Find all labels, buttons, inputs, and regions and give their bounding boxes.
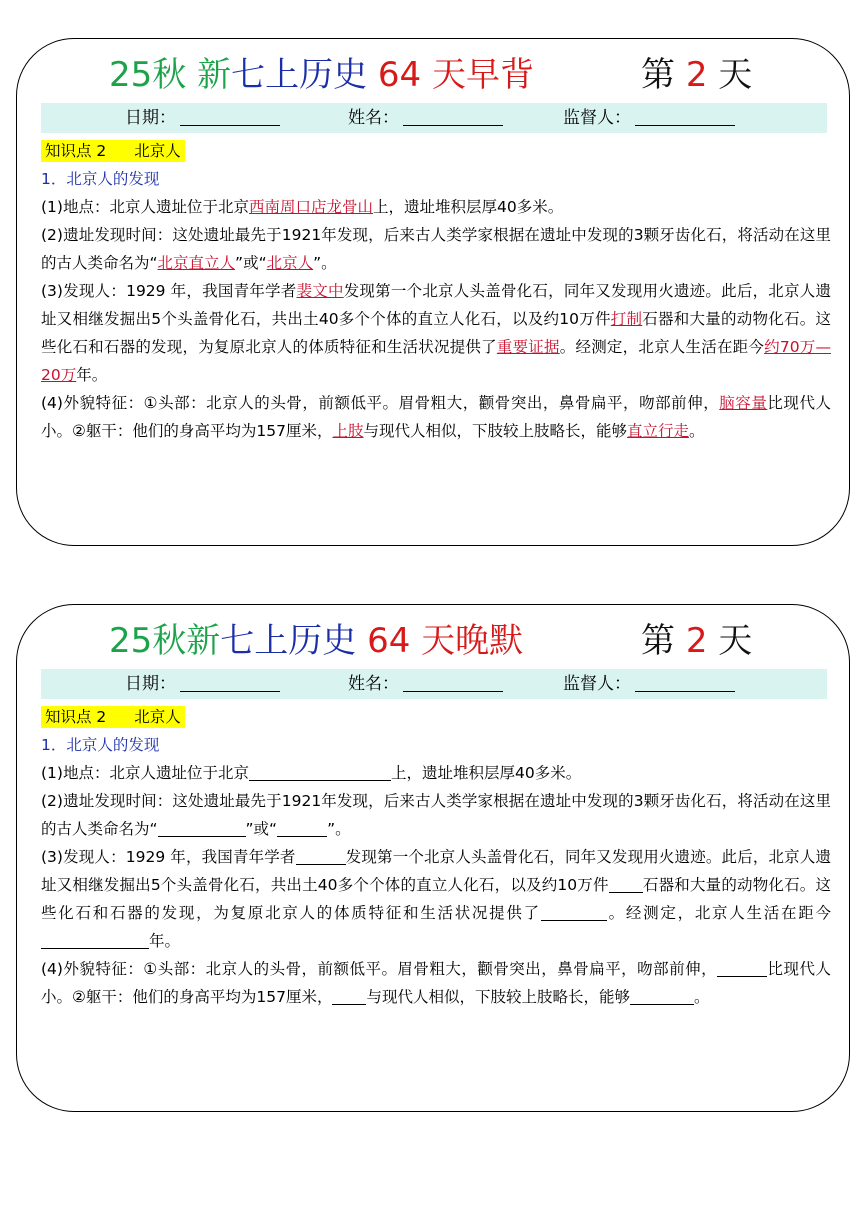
answer-text: 打制 bbox=[610, 310, 643, 328]
answer-text: 脑容量 bbox=[719, 394, 768, 412]
fill-blank[interactable] bbox=[717, 956, 767, 977]
paragraph-discoverer: (3)发现人：1929 年，我国青年学者裴文中发现第一个北京人头盖骨化石，同年又发现用火遗迹。此后，北京人遗址又相继发掘出5个头盖骨化石，共出土40多个个体的直立人化石，以及约10万件打制石器和大量的动物化石。这些化石和石器的发现，为复原北京人的体质特征和生活状况提供了重要证据。经测定，北京人生活在距今约70万—20万年。 bbox=[41, 282, 831, 384]
day-number: 2 bbox=[685, 55, 708, 95]
fill-blank[interactable] bbox=[296, 844, 346, 865]
answer-text: 裴文中 bbox=[296, 282, 344, 300]
answer-text: 约70万—20万 bbox=[41, 338, 831, 384]
morning-card bbox=[16, 38, 850, 546]
paragraph-location: (1)地点：北京人遗址位于北京西南周口店龙骨山上，遗址堆积层厚40多米。 bbox=[41, 198, 564, 216]
title-part-plan: 64 天早背 bbox=[377, 55, 534, 95]
section-heading: 1．北京人的发现 bbox=[41, 170, 160, 188]
fill-blank[interactable] bbox=[541, 900, 607, 921]
title-part-new: 新 bbox=[186, 621, 221, 661]
supervisor-blank[interactable] bbox=[635, 671, 735, 692]
name-blank[interactable] bbox=[403, 671, 503, 692]
date-field[interactable]: 日期： bbox=[125, 103, 280, 133]
section-heading: 1．北京人的发现 bbox=[41, 736, 160, 754]
title-part-subject: 七上历史 bbox=[220, 621, 368, 661]
day-label: 第 2 天 bbox=[641, 55, 753, 95]
paragraph-location: (1)地点：北京人遗址位于北京 上，遗址堆积层厚40多米。 bbox=[41, 759, 831, 787]
evening-card bbox=[16, 604, 850, 1112]
supervisor-field[interactable]: 监督人： bbox=[563, 669, 735, 699]
fill-blank[interactable] bbox=[158, 816, 246, 837]
title-part-plan: 64 天晚默 bbox=[367, 621, 524, 661]
morning-header-bar bbox=[41, 103, 827, 133]
name-blank[interactable] bbox=[403, 105, 503, 126]
answer-text: 重要证据 bbox=[496, 338, 560, 356]
fill-blank[interactable] bbox=[277, 816, 327, 837]
answer-text: 北京直立人 bbox=[157, 254, 236, 272]
morning-content bbox=[41, 137, 831, 445]
paragraph-discovery-time: (2)遗址发现时间：这处遗址最先于1921年发现，后来古人类学家根据在遗址中发现的3颗牙齿化石，将活动在这里的古人类命名为“ ”或“ ”。 bbox=[41, 792, 831, 838]
answer-text: 北京人 bbox=[266, 254, 314, 272]
supervisor-field[interactable]: 监督人： bbox=[563, 103, 735, 133]
fill-blank[interactable] bbox=[41, 928, 149, 949]
day-label: 第 2 天 bbox=[641, 621, 753, 661]
date-blank[interactable] bbox=[180, 105, 280, 126]
knowledge-point-tag: 知识点 2 北京人 bbox=[41, 706, 185, 728]
title-part-season: 25秋 bbox=[109, 55, 198, 95]
evening-content bbox=[41, 703, 831, 1011]
paragraph-appearance: (4)外貌特征：①头部：北京人的头骨，前额低平。眉骨粗大，颧骨突出，鼻骨扁平，吻部前伸， 比现代人小。②躯干：他们的身高平均为157厘米， 与现代人相似，下肢较上肢略长，能够 。 bbox=[41, 955, 831, 1011]
paragraph-discovery-time: (2)遗址发现时间：这处遗址最先于1921年发现，后来古人类学家根据在遗址中发现的3颗牙齿化石，将活动在这里的古人类命名为“北京直立人”或“北京人”。 bbox=[41, 226, 831, 272]
date-field[interactable]: 日期： bbox=[125, 669, 280, 699]
name-field[interactable]: 姓名： bbox=[348, 103, 503, 133]
fill-blank[interactable] bbox=[630, 984, 694, 1005]
fill-blank[interactable] bbox=[332, 984, 366, 1005]
answer-text: 西南周口店龙骨山 bbox=[248, 198, 373, 216]
morning-title bbox=[17, 49, 849, 101]
answer-text: 上肢 bbox=[332, 422, 364, 440]
evening-title bbox=[17, 615, 849, 667]
title-part-season: 25秋 bbox=[109, 621, 187, 661]
supervisor-blank[interactable] bbox=[635, 105, 735, 126]
paragraph-appearance: (4)外貌特征：①头部：北京人的头骨，前额低平。眉骨粗大，颧骨突出，鼻骨扁平，吻部前伸，脑容量比现代人小。②躯干：他们的身高平均为157厘米，上肢与现代人相似，下肢较上肢略长，能够直立行走。 bbox=[41, 394, 831, 440]
day-number: 2 bbox=[685, 621, 708, 661]
date-blank[interactable] bbox=[180, 671, 280, 692]
knowledge-point-tag: 知识点 2 北京人 bbox=[41, 140, 185, 162]
evening-header-bar bbox=[41, 669, 827, 699]
title-part-subject: 七上历史 bbox=[231, 55, 378, 95]
answer-text: 直立行走 bbox=[627, 422, 690, 440]
title-part-new: 新 bbox=[197, 55, 232, 95]
paragraph-discoverer: (3)发现人：1929 年，我国青年学者 发现第一个北京人头盖骨化石，同年又发现用火遗迹。此后，北京人遗址又相继发掘出5个头盖骨化石，共出土40多个个体的直立人化石，以及约10万件 石器和大量的动物化石。这些化石和石器的发现，为复原北京人的体质特征和生活状况提供了 。经测定，北京人生活在距今年。 bbox=[41, 843, 831, 955]
name-field[interactable]: 姓名： bbox=[348, 669, 503, 699]
fill-blank[interactable] bbox=[249, 760, 391, 781]
fill-blank[interactable] bbox=[609, 872, 643, 893]
